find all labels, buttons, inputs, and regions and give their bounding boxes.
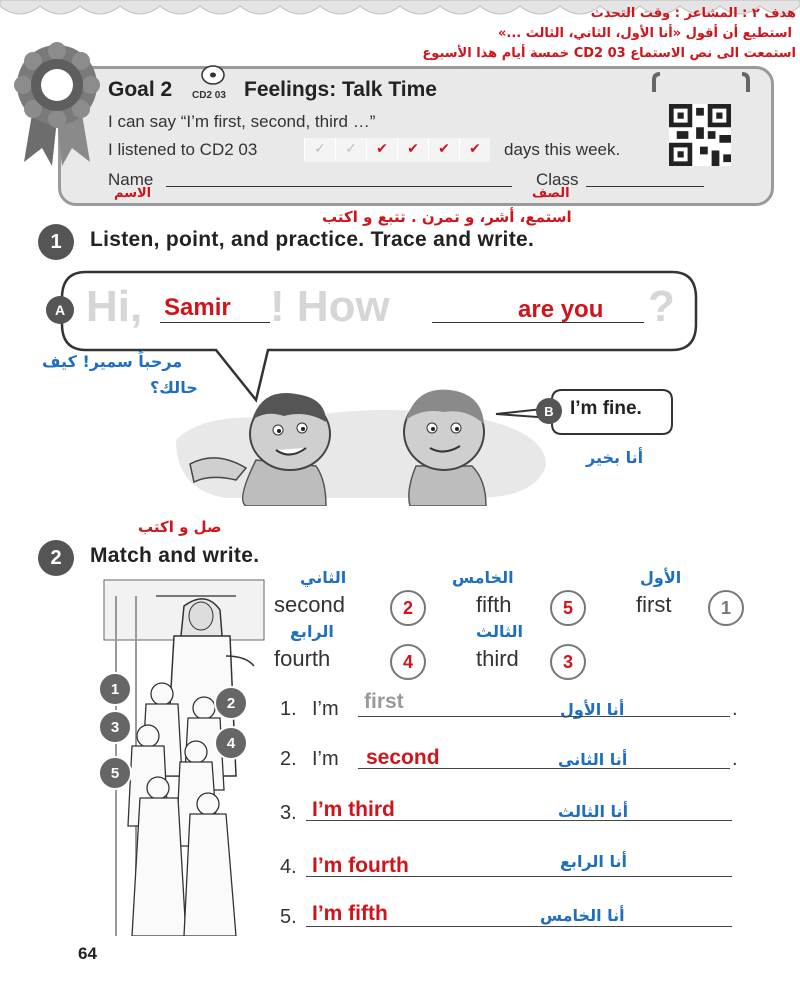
pair-arabic-first: الأول	[640, 568, 682, 587]
im-fine-text: I’m fine.	[570, 398, 642, 419]
pair-arabic-second: الثاني	[300, 568, 347, 587]
pair-number-fifth[interactable]: 5	[550, 590, 586, 626]
sentence-2-arabic: أنا الثاني	[558, 750, 628, 769]
picture-label-2: 2	[214, 686, 248, 720]
tick-box[interactable]: ✔	[366, 138, 397, 160]
page-number: 64	[78, 944, 97, 963]
sentence-5-number: 5.	[280, 906, 297, 928]
picture-label-3: 3	[98, 710, 132, 744]
hi-text: Hi,	[86, 282, 143, 331]
pair-number-fourth[interactable]: 4	[390, 644, 426, 680]
translation-a-line2: حالك؟	[150, 378, 198, 397]
sentence-2-number: 2.	[280, 748, 297, 770]
rosette-badge-icon	[12, 40, 102, 170]
pair-word-third: third	[476, 646, 519, 671]
sentence-3-answer: I’m third	[312, 798, 395, 821]
picture-label-1: 1	[98, 672, 132, 706]
class-arabic-label: الصف	[532, 186, 570, 201]
sentence-1-answer: first	[364, 690, 404, 713]
pair-word-fourth: fourth	[274, 646, 331, 671]
sentence-1-number: 1.	[280, 698, 297, 720]
name-label: Name	[108, 170, 154, 189]
tick-box[interactable]: ✔	[459, 138, 490, 160]
listened-text: I listened to CD2 03	[108, 140, 258, 159]
class-field[interactable]	[586, 186, 704, 187]
sentence-4-number: 4.	[280, 856, 297, 878]
sentence-4-line[interactable]	[306, 876, 732, 877]
sentence-1-prefix: I’m	[312, 698, 339, 720]
section2-heading: Match and write.	[90, 544, 260, 567]
bubble-a-letter: A	[46, 296, 74, 324]
headphones-icon	[648, 72, 754, 94]
can-say-text: I can say “I’m first, second, third …”	[108, 112, 376, 131]
how-text: ! How	[270, 282, 390, 331]
pair-number-second[interactable]: 2	[390, 590, 426, 626]
sentence-2-answer: second	[366, 746, 440, 769]
pair-arabic-fifth: الخامس	[452, 568, 514, 587]
picture-label-4: 4	[214, 726, 248, 760]
tick-box[interactable]: ✓	[335, 138, 366, 160]
sentence-3-line[interactable]	[306, 820, 732, 821]
pair-arabic-third: الثالث	[476, 622, 523, 641]
sentence-5-arabic: أنا الخامس	[540, 906, 625, 925]
section1-heading: Listen, point, and practice. Trace and write.	[90, 228, 535, 251]
days-this-week-text: days this week.	[504, 140, 621, 159]
pair-word-first: first	[636, 592, 672, 617]
goal-title: Feelings: Talk Time	[244, 78, 437, 101]
sentence-1-arabic: أنا الأول	[560, 700, 625, 719]
pair-word-second: second	[274, 592, 345, 617]
sentence-5-line[interactable]	[306, 926, 732, 927]
cd-icon	[200, 64, 226, 86]
pair-number-first[interactable]: 1	[708, 590, 744, 626]
sentence-3-number: 3.	[280, 802, 297, 824]
section2-arabic-instruction: صل و اكتب	[138, 518, 222, 536]
header-line-2: استطيع أن أقول «أنا الأول، الثاني، الثالث ...»	[498, 26, 792, 41]
translation-a-line1: مرحباً سمير! كيف	[42, 352, 183, 371]
goal-label: Goal 2	[108, 78, 173, 101]
sentence-2-line[interactable]	[358, 768, 730, 769]
question-mark: ?	[648, 282, 675, 331]
class-label: Class	[536, 170, 579, 189]
section2-number: 2	[38, 540, 74, 576]
pair-word-fifth: fifth	[476, 592, 512, 617]
name-arabic-label: الاسم	[114, 186, 152, 201]
section1-number: 1	[38, 224, 74, 260]
tick-box[interactable]: ✔	[428, 138, 459, 160]
picture-label-5: 5	[98, 756, 132, 790]
bubble-b-letter: B	[536, 398, 562, 424]
tick-box[interactable]: ✔	[397, 138, 428, 160]
sentence-3-arabic: أنا الثالث	[558, 802, 629, 821]
sentence-1-line[interactable]	[358, 716, 730, 717]
name-field[interactable]	[166, 186, 512, 187]
are-you-blank-line[interactable]	[432, 322, 644, 323]
name-blank-line[interactable]	[160, 322, 270, 323]
sentence-2-prefix: I’m	[312, 748, 339, 770]
days-tick-row	[304, 138, 490, 162]
translation-b: أنا بخير	[586, 448, 644, 467]
are-you-answer: are you	[518, 296, 604, 323]
sentence-2-period: .	[732, 748, 738, 770]
header-line-3: استمعت الى نص الاستماع CD2 03 خمسة أيام هذا الأسبوع	[422, 46, 796, 61]
section1-arabic-instruction: استمع، أشر، و تمرن . تتبع و اكتب	[322, 208, 572, 226]
header-line-1: هدف ٢ : المشاعر : وقت التحدث	[590, 6, 796, 21]
samir-answer: Samir	[164, 294, 231, 321]
sentence-4-arabic: أنا الرابع	[560, 852, 627, 871]
pair-number-third[interactable]: 3	[550, 644, 586, 680]
sentence-1-period: .	[732, 698, 738, 720]
pair-arabic-fourth: الرابع	[290, 622, 334, 641]
sentence-4-answer: I’m fourth	[312, 854, 409, 877]
cd-label: CD2 03	[192, 90, 226, 101]
sentence-5-answer: I’m fifth	[312, 902, 388, 925]
tick-box[interactable]: ✓	[304, 138, 335, 160]
qr-code-icon[interactable]	[668, 104, 732, 166]
